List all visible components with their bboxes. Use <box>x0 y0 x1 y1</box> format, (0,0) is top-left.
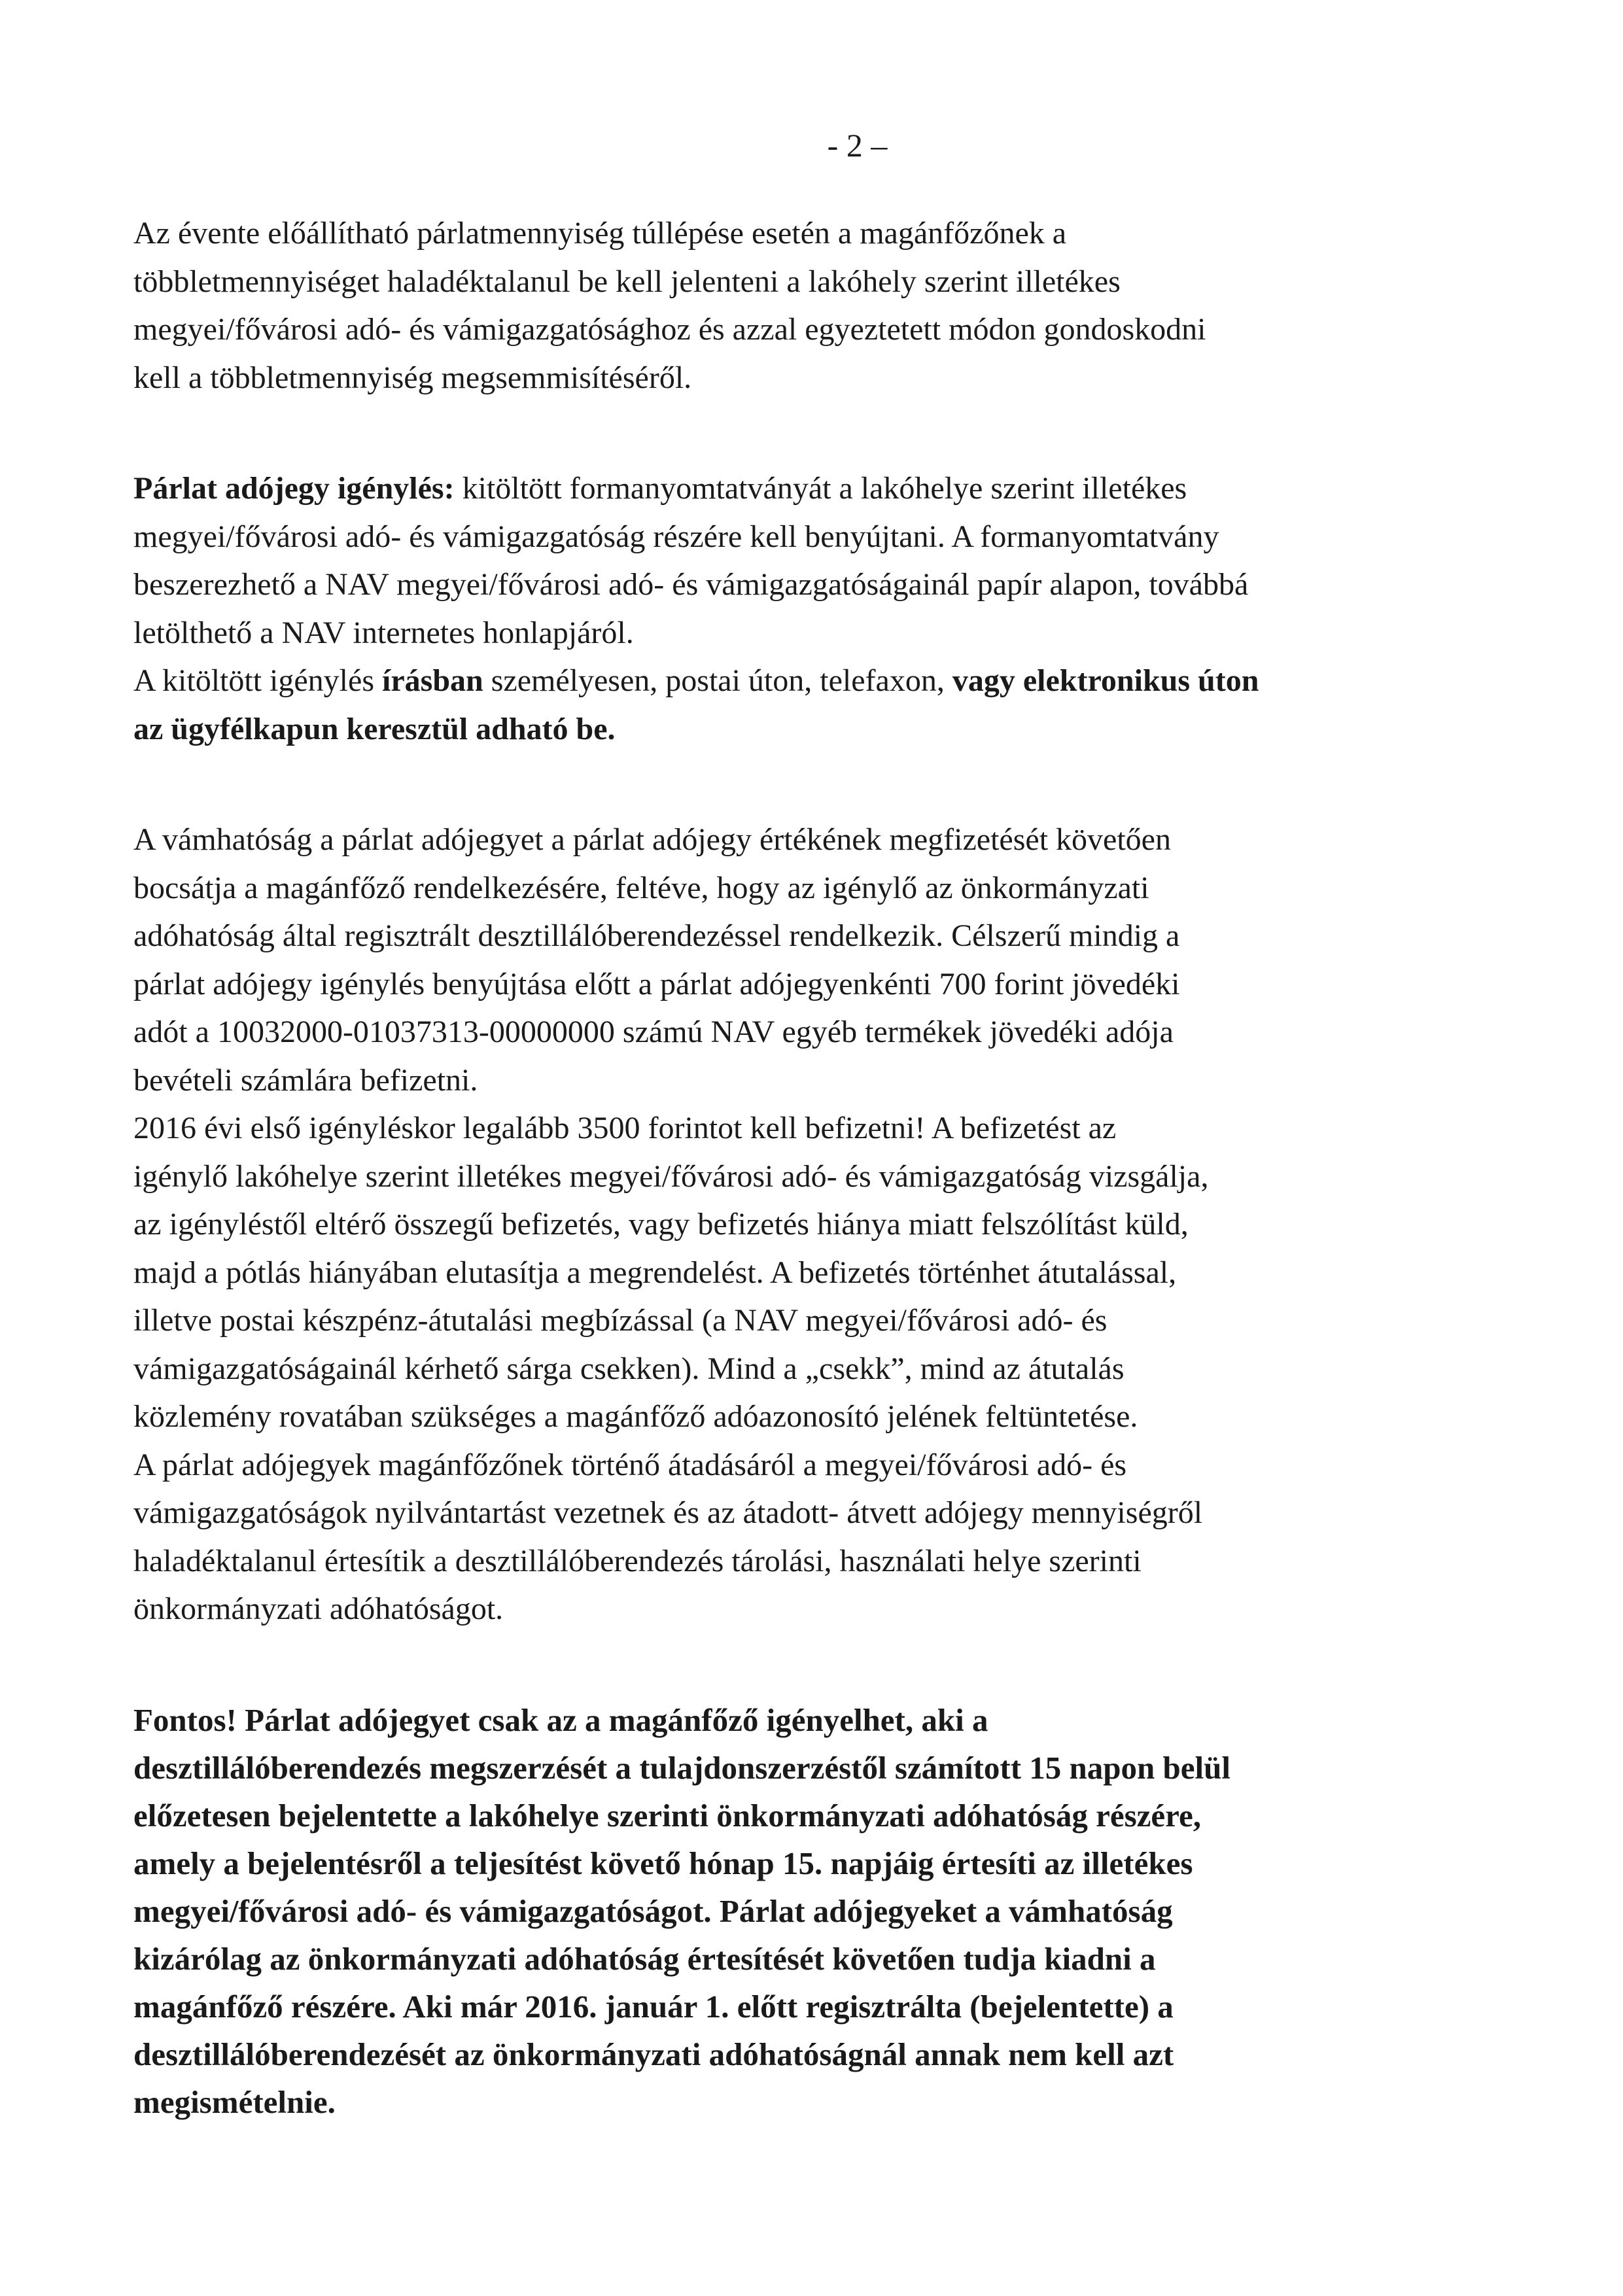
text-line <box>133 657 1455 705</box>
text-line: magánfőző részére. Aki már 2016. január 1. előtt regisztrálta (bejelentette) a <box>133 1988 1174 2025</box>
text-line: beszerezhető a NAV megyei/fővárosi adó- és vámigazgatóságainál papír alapon, továbbá <box>133 567 1249 602</box>
text-line: amely a bejelentésről a teljesítést követő hónap 15. napjáig értesíti az illetékes <box>133 1845 1193 1881</box>
document-body <box>133 209 1455 2126</box>
text-run: A kitöltött igénylés <box>133 663 382 698</box>
text-line: megyei/fővárosi adó- és vámigazgatóság részére kell benyújtani. A formanyomtatvány <box>133 519 1219 554</box>
text-line: önkormányzati adóhatóságot. <box>133 1592 504 1626</box>
text-line: megismételnie. <box>133 2083 336 2120</box>
text-line: bevételi számlára befizetni. <box>133 1062 478 1098</box>
bold-run: vagy elektronikus úton <box>952 663 1259 698</box>
text-line: adót a 10032000-01037313-00000000 számú NAV egyéb termékek jövedéki adója <box>133 1015 1174 1049</box>
text-line: bocsátja a magánfőző rendelkezésére, feltéve, hogy az igénylő az önkormányzati <box>133 870 1149 905</box>
section-heading: Párlat adójegy igénylés: <box>133 471 455 506</box>
text-run: személyesen, postai úton, telefaxon, <box>483 663 952 698</box>
text-line: A párlat adójegyek magánfőzőnek történő átadásáról a megyei/fővárosi adó- és <box>133 1447 1127 1482</box>
text-line: majd a pótlás hiányában elutasítja a megrendelést. A befizetés történhet átutalással, <box>133 1255 1177 1290</box>
text-line: A vámhatóság a párlat adójegyet a párlat adójegy értékének megfizetését követően <box>133 822 1171 857</box>
text-line: letölthető a NAV internetes honlapjáról. <box>133 615 634 650</box>
text-line: haladéktalanul értesítik a desztillálóberendezés tárolási, használati helye szerinti <box>133 1543 1142 1578</box>
text-line <box>133 464 1455 513</box>
paragraph-customs-authority <box>133 816 1455 1633</box>
paragraph-gap <box>133 402 1455 464</box>
text-line: Fontos! Párlat adójegyet csak az a magánfőző igényelhet, aki a <box>133 1701 988 1738</box>
text-line: előzetesen bejelentette a lakóhelye szerinti önkormányzati adóhatóság részére, <box>133 1797 1202 1834</box>
text-line: illetve postai készpénz-átutalási megbízással (a NAV megyei/fővárosi adó- és <box>133 1303 1108 1338</box>
text-line: Az évente előállítható párlatmennyiség túllépése esetén a magánfőzőnek a <box>133 216 1067 251</box>
text-run: kitöltött formanyomtatványát a lakóhelye szerint illetékes <box>454 471 1187 506</box>
text-line: vámigazgatóságainál kérhető sárga csekken). Mind a „csekk”, mind az átutalás <box>133 1351 1125 1386</box>
text-line: vámigazgatóságok nyilvántartást vezetnek és az átadott- átvett adójegy mennyiségről <box>133 1495 1203 1530</box>
paragraph-excess-quantity <box>133 209 1455 402</box>
text-line: kell a többletmennyiség megsemmisítéséről. <box>133 360 692 395</box>
text-line: az igényléstől eltérő összegű befizetés, vagy befizetés hiánya miatt felszólítást küld, <box>133 1207 1189 1242</box>
paragraph-stamp-request <box>133 464 1455 753</box>
text-line: többletmennyiséget haladéktalanul be kell jelenteni a lakóhely szerint illetékes <box>133 264 1121 299</box>
text-line: igénylő lakóhelye szerint illetékes megyei/fővárosi adó- és vámigazgatóság vizsgálja, <box>133 1158 1209 1194</box>
text-line: desztillálóberendezését az önkormányzati adóhatóságnál annak nem kell azt <box>133 2036 1174 2072</box>
paragraph-gap <box>133 753 1455 816</box>
paragraph-gap <box>133 1633 1455 1696</box>
text-line: az ügyfélkapun keresztül adható be. <box>133 711 616 746</box>
text-line: megyei/fővárosi adó- és vámigazgatóságot. Párlat adójegyeket a vámhatóság <box>133 1892 1173 1929</box>
text-line: kizárólag az önkormányzati adóhatóság értesítését követően tudja kiadni a <box>133 1940 1156 1977</box>
text-line: párlat adójegy igénylés benyújtása előtt a párlat adójegyenkénti 700 forint jövedéki <box>133 966 1180 1001</box>
bold-run: írásban <box>382 663 483 698</box>
text-line: 2016 évi első igényléskor legalább 3500 forintot kell befizetni! A befizetést az <box>133 1111 1117 1145</box>
paragraph-important-notice <box>133 1696 1455 2126</box>
text-line: desztillálóberendezés megszerzését a tulajdonszerzéstől számított 15 napon belül <box>133 1749 1231 1786</box>
text-line: adóhatóság által regisztrált desztillálóberendezéssel rendelkezik. Célszerű mindig a <box>133 918 1180 953</box>
text-line: megyei/fővárosi adó- és vámigazgatósághoz és azzal egyeztetett módon gondoskodni <box>133 312 1206 347</box>
page-number: - 2 – <box>827 127 888 164</box>
text-line: közlemény rovatában szükséges a magánfőző adóazonosító jelének feltüntetése. <box>133 1399 1138 1434</box>
